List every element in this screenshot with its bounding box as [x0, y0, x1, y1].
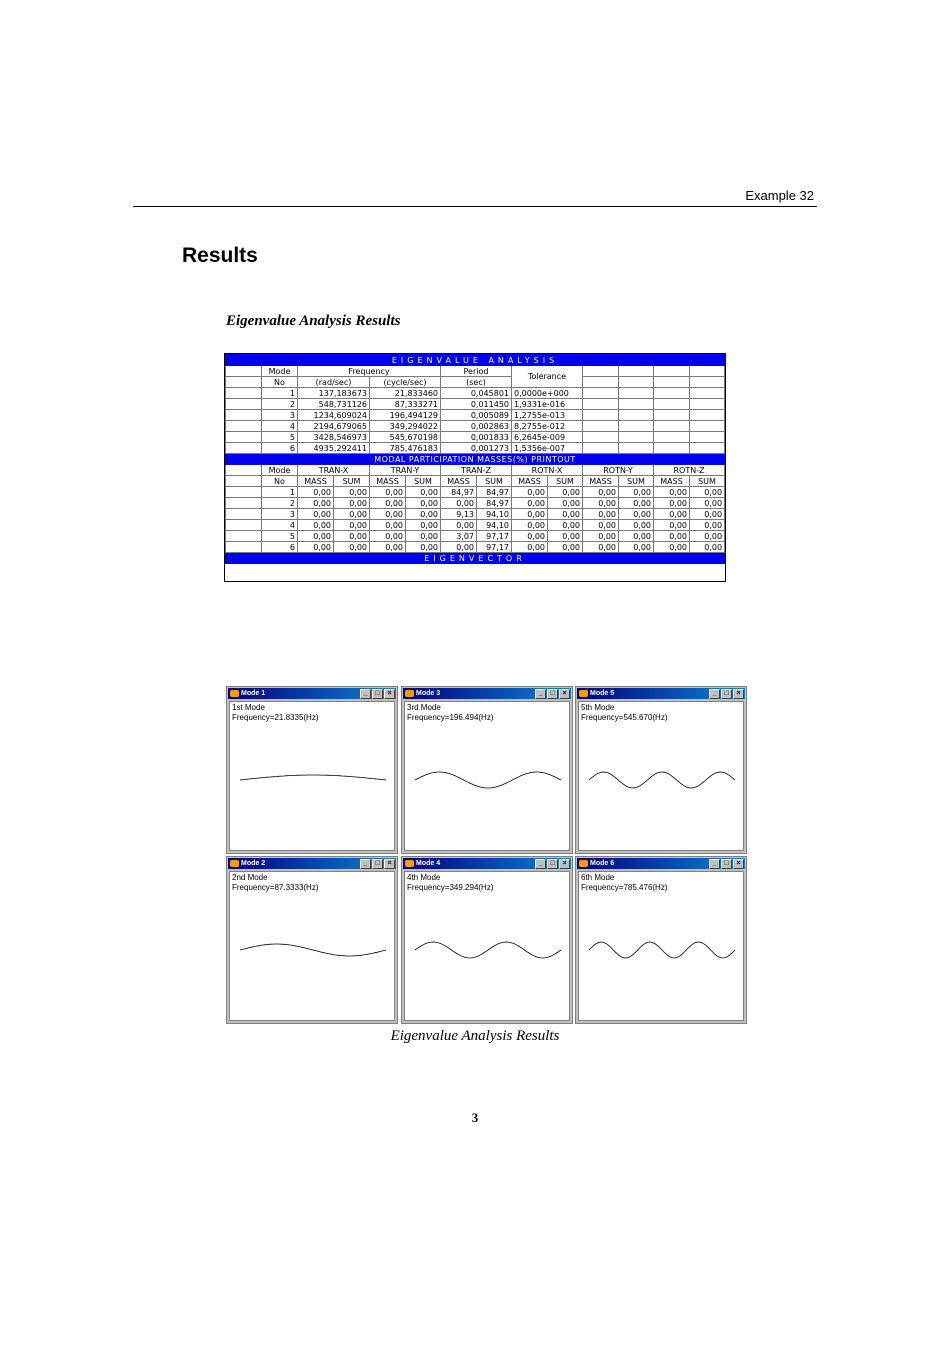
band-eigenvalue-analysis: EIGENVALUE ANALYSIS — [226, 355, 725, 366]
participation-value: 0,00 — [654, 487, 690, 498]
participation-value: 9,13 — [441, 509, 477, 520]
participation-value: 0,00 — [619, 487, 654, 498]
mode-shape-curve — [589, 942, 735, 958]
maximize-icon[interactable]: □ — [721, 689, 732, 699]
blank-cell — [226, 531, 262, 542]
participation-value: 0,00 — [370, 487, 406, 498]
mode-number: 6 — [262, 443, 298, 454]
participation-value: 0,00 — [619, 498, 654, 509]
participation-value: 0,00 — [406, 498, 441, 509]
participation-value: 0,00 — [406, 531, 441, 542]
mode-shape-curve — [415, 772, 561, 788]
blank-cell — [690, 410, 725, 421]
participation-value: 97,17 — [477, 542, 512, 553]
frequency-rad: 548,731126 — [298, 399, 370, 410]
maximize-icon[interactable]: □ — [547, 859, 558, 869]
participation-value: 0,00 — [334, 531, 370, 542]
mode-number: 2 — [262, 399, 298, 410]
close-icon[interactable]: × — [733, 859, 744, 869]
participation-value: 0,00 — [548, 542, 583, 553]
participation-value: 0,00 — [334, 487, 370, 498]
header-mode: Mode — [262, 465, 298, 476]
header-rule — [133, 206, 817, 207]
mode-window[interactable] — [575, 686, 747, 854]
header-cycle-sec: (cycle/sec) — [370, 377, 441, 388]
window-title: Mode 6 — [590, 860, 615, 867]
blank-cell — [583, 377, 619, 388]
mode-number: 1 — [262, 388, 298, 399]
window-titlebar[interactable] — [228, 688, 396, 699]
participation-value: 0,00 — [690, 520, 725, 531]
app-logo-icon — [230, 690, 239, 697]
mode-shape-curve — [589, 772, 735, 788]
blank-cell — [654, 421, 690, 432]
mode-plot-area — [229, 871, 395, 1021]
participation-value: 0,00 — [406, 520, 441, 531]
blank-cell — [690, 399, 725, 410]
frequency-rad: 3428,546973 — [298, 432, 370, 443]
tolerance-value: 8,2755e-012 — [512, 421, 583, 432]
participation-value: 0,00 — [654, 520, 690, 531]
participation-value: 0,00 — [583, 531, 619, 542]
eigen-row — [226, 432, 725, 443]
blank-cell — [226, 388, 262, 399]
participation-value: 0,00 — [690, 542, 725, 553]
participation-value: 3,07 — [441, 531, 477, 542]
participation-value: 0,00 — [512, 531, 548, 542]
frequency-cycle: 196,494129 — [370, 410, 441, 421]
participation-value: 0,00 — [619, 509, 654, 520]
participation-value: 0,00 — [548, 520, 583, 531]
blank-cell — [654, 388, 690, 399]
maximize-icon[interactable]: □ — [721, 859, 732, 869]
mode-number: 3 — [262, 410, 298, 421]
participation-value: 0,00 — [583, 542, 619, 553]
mode-frequency: Frequency=545.670(Hz) — [581, 713, 668, 722]
participation-value: 0,00 — [512, 487, 548, 498]
participation-value: 84,97 — [441, 487, 477, 498]
header-mass: MASS — [583, 476, 619, 487]
modal-row — [226, 542, 725, 553]
period-value: 0,045801 — [441, 388, 512, 399]
header-rotn-z: ROTN-Z — [654, 465, 725, 476]
mode-window[interactable] — [226, 686, 398, 854]
participation-value: 0,00 — [512, 509, 548, 520]
mode-plot-area — [404, 701, 570, 851]
mode-number: 6 — [262, 542, 298, 553]
mode-frequency: Frequency=21.8335(Hz) — [232, 713, 319, 722]
band-eigenvector: EIGENVECTOR — [226, 553, 725, 564]
period-value: 0,005089 — [441, 410, 512, 421]
blank-cell — [690, 421, 725, 432]
participation-value: 0,00 — [512, 498, 548, 509]
period-value: 0,001273 — [441, 443, 512, 454]
window-titlebar[interactable] — [228, 858, 396, 869]
mode-shape-plot — [230, 872, 396, 1022]
app-logo-icon — [579, 690, 588, 697]
mode-shape-plot — [405, 702, 571, 852]
tolerance-value: 6,2645e-009 — [512, 432, 583, 443]
blank-cell — [583, 366, 619, 377]
participation-value: 84,97 — [477, 498, 512, 509]
mode-number: 1 — [262, 487, 298, 498]
participation-value: 0,00 — [441, 520, 477, 531]
close-icon[interactable]: × — [384, 689, 395, 699]
blank-cell — [654, 399, 690, 410]
period-value: 0,002863 — [441, 421, 512, 432]
blank-cell — [619, 410, 654, 421]
frequency-cycle: 785,476183 — [370, 443, 441, 454]
participation-value: 0,00 — [298, 531, 334, 542]
modal-row — [226, 509, 725, 520]
blank-cell — [690, 388, 725, 399]
header-rad-sec: (rad/sec) — [298, 377, 370, 388]
mode-number: 5 — [262, 432, 298, 443]
band-modal-participation: MODAL PARTICIPATION MASSES(%) PRINTOUT — [226, 454, 725, 465]
participation-value: 0,00 — [441, 542, 477, 553]
header-no: No — [262, 476, 298, 487]
blank-cell — [226, 432, 262, 443]
window-titlebar[interactable] — [577, 858, 745, 869]
participation-value: 0,00 — [548, 531, 583, 542]
tolerance-value: 1,2755e-013 — [512, 410, 583, 421]
mode-plot-area — [229, 701, 395, 851]
blank-cell — [619, 399, 654, 410]
participation-value: 0,00 — [334, 509, 370, 520]
header-sum: SUM — [406, 476, 441, 487]
mode-label: 1st Mode — [232, 703, 265, 712]
minimize-icon[interactable]: _ — [709, 859, 720, 869]
header-period: Period — [441, 366, 512, 377]
blank-cell — [619, 366, 654, 377]
modal-row — [226, 487, 725, 498]
minimize-icon[interactable]: _ — [709, 689, 720, 699]
header-tolerance: Tolerance — [512, 366, 583, 388]
blank-cell — [690, 432, 725, 443]
eigenvalue-table — [225, 354, 725, 564]
app-logo-icon — [579, 860, 588, 867]
frequency-cycle: 545,670198 — [370, 432, 441, 443]
participation-value: 0,00 — [406, 487, 441, 498]
header-mass: MASS — [298, 476, 334, 487]
frequency-rad: 137,183673 — [298, 388, 370, 399]
frequency-cycle: 349,294022 — [370, 421, 441, 432]
maximize-icon[interactable]: □ — [372, 689, 383, 699]
mode-shape-plot — [579, 872, 745, 1022]
band-row-eigenvalue — [226, 355, 725, 366]
blank-cell — [226, 509, 262, 520]
participation-value: 0,00 — [370, 498, 406, 509]
participation-value: 0,00 — [512, 542, 548, 553]
mode-frequency: Frequency=349.294(Hz) — [407, 883, 494, 892]
header-sec: (sec) — [441, 377, 512, 388]
window-titlebar[interactable] — [403, 858, 571, 869]
participation-value: 0,00 — [334, 498, 370, 509]
blank-cell — [690, 443, 725, 454]
minimize-icon[interactable]: _ — [360, 859, 371, 869]
participation-value: 0,00 — [406, 542, 441, 553]
mode-window[interactable] — [575, 856, 747, 1024]
participation-value: 0,00 — [548, 487, 583, 498]
mode-shape-plot — [230, 702, 396, 852]
mode-plot-area — [578, 701, 744, 851]
eigen-row — [226, 410, 725, 421]
participation-value: 0,00 — [690, 509, 725, 520]
mode-window[interactable] — [401, 686, 573, 854]
blank-cell — [619, 432, 654, 443]
participation-value: 0,00 — [334, 520, 370, 531]
participation-value: 0,00 — [548, 498, 583, 509]
participation-value: 0,00 — [298, 542, 334, 553]
blank-cell — [226, 366, 262, 377]
blank-cell — [226, 377, 262, 388]
participation-value: 84,97 — [477, 487, 512, 498]
subsection-title: Eigenvalue Analysis Results — [226, 313, 401, 329]
blank-cell — [226, 465, 262, 476]
period-value: 0,001833 — [441, 432, 512, 443]
tolerance-value: 1,9331e-016 — [512, 399, 583, 410]
blank-cell — [619, 443, 654, 454]
participation-value: 0,00 — [654, 498, 690, 509]
participation-value: 0,00 — [583, 509, 619, 520]
tolerance-value: 0,0000e+000 — [512, 388, 583, 399]
blank-cell — [226, 487, 262, 498]
close-icon[interactable]: × — [384, 859, 395, 869]
eigen-header-row-2 — [226, 377, 725, 388]
close-icon[interactable]: × — [559, 689, 570, 699]
participation-value: 0,00 — [583, 520, 619, 531]
mode-plot-area — [578, 871, 744, 1021]
mode-number: 2 — [262, 498, 298, 509]
modal-row — [226, 531, 725, 542]
header-tran-z: TRAN-Z — [441, 465, 512, 476]
participation-value: 0,00 — [370, 531, 406, 542]
mode-label: 6th Mode — [581, 873, 615, 882]
mode-shape-curve — [415, 942, 561, 958]
close-icon[interactable]: × — [559, 859, 570, 869]
blank-cell — [654, 432, 690, 443]
minimize-icon[interactable]: _ — [535, 689, 546, 699]
blank-cell — [226, 410, 262, 421]
mode-number: 5 — [262, 531, 298, 542]
running-header: Example 32 — [745, 188, 814, 203]
blank-cell — [226, 520, 262, 531]
header-frequency: Frequency — [298, 366, 441, 377]
minimize-icon[interactable]: _ — [360, 689, 371, 699]
blank-cell — [619, 377, 654, 388]
participation-value: 0,00 — [583, 487, 619, 498]
close-icon[interactable]: × — [733, 689, 744, 699]
blank-cell — [583, 432, 619, 443]
mode-number: 3 — [262, 509, 298, 520]
participation-value: 0,00 — [298, 520, 334, 531]
participation-value: 0,00 — [334, 542, 370, 553]
frequency-cycle: 21,833460 — [370, 388, 441, 399]
mode-shape-plot — [579, 702, 745, 852]
mode-label: 2nd Mode — [232, 873, 268, 882]
eigen-row — [226, 443, 725, 454]
participation-value: 0,00 — [512, 520, 548, 531]
blank-cell — [226, 542, 262, 553]
period-value: 0,011450 — [441, 399, 512, 410]
mode-number: 4 — [262, 421, 298, 432]
header-mass: MASS — [654, 476, 690, 487]
mode-label: 3rd Mode — [407, 703, 441, 712]
header-mass: MASS — [512, 476, 548, 487]
participation-value: 0,00 — [619, 531, 654, 542]
mode-window[interactable] — [226, 856, 398, 1024]
blank-cell — [226, 399, 262, 410]
mode-frequency: Frequency=785.476(Hz) — [581, 883, 668, 892]
header-mass: MASS — [370, 476, 406, 487]
blank-cell — [226, 421, 262, 432]
frequency-cycle: 87,333271 — [370, 399, 441, 410]
participation-value: 0,00 — [619, 542, 654, 553]
mode-label: 4th Mode — [407, 873, 441, 882]
blank-cell — [619, 421, 654, 432]
participation-value: 0,00 — [406, 509, 441, 520]
blank-cell — [690, 366, 725, 377]
mode-shape-plot — [405, 872, 571, 1022]
window-title: Mode 3 — [416, 690, 441, 697]
blank-cell — [583, 388, 619, 399]
header-mode: Mode — [262, 366, 298, 377]
section-title: Results — [182, 244, 258, 267]
blank-cell — [583, 421, 619, 432]
window-title: Mode 1 — [241, 690, 266, 697]
participation-value: 0,00 — [690, 531, 725, 542]
blank-cell — [654, 377, 690, 388]
eigen-row — [226, 399, 725, 410]
blank-cell — [583, 399, 619, 410]
page-number: 3 — [471, 1110, 479, 1125]
eigen-row — [226, 421, 725, 432]
blank-cell — [226, 498, 262, 509]
header-mass: MASS — [441, 476, 477, 487]
band-row-modal — [226, 454, 725, 465]
participation-value: 0,00 — [370, 520, 406, 531]
participation-value: 0,00 — [690, 498, 725, 509]
header-rotn-y: ROTN-Y — [583, 465, 654, 476]
figure-caption: Eigenvalue Analysis Results — [390, 1028, 560, 1044]
blank-cell — [583, 443, 619, 454]
modal-header-row-2 — [226, 476, 725, 487]
participation-value: 0,00 — [583, 498, 619, 509]
blank-cell — [619, 388, 654, 399]
participation-value: 0,00 — [548, 509, 583, 520]
window-titlebar[interactable] — [577, 688, 745, 699]
frequency-rad: 4935,292411 — [298, 443, 370, 454]
mode-window[interactable] — [401, 856, 573, 1024]
modal-header-row-1 — [226, 465, 725, 476]
band-row-eigenvector — [226, 553, 725, 564]
participation-value: 0,00 — [654, 531, 690, 542]
header-rotn-x: ROTN-X — [512, 465, 583, 476]
app-logo-icon — [405, 690, 414, 697]
mode-label: 5th Mode — [581, 703, 615, 712]
participation-value: 0,00 — [654, 542, 690, 553]
header-tran-y: TRAN-Y — [370, 465, 441, 476]
participation-value: 0,00 — [441, 498, 477, 509]
participation-value: 0,00 — [619, 520, 654, 531]
minimize-icon[interactable]: _ — [535, 859, 546, 869]
mode-shape-curve — [240, 944, 386, 956]
app-logo-icon — [405, 860, 414, 867]
blank-cell — [226, 443, 262, 454]
mode-number: 4 — [262, 520, 298, 531]
mode-frequency: Frequency=196.494(Hz) — [407, 713, 494, 722]
tolerance-value: 1,5356e-007 — [512, 443, 583, 454]
window-title: Mode 5 — [590, 690, 615, 697]
header-sum: SUM — [334, 476, 370, 487]
modal-row — [226, 520, 725, 531]
blank-cell — [654, 410, 690, 421]
participation-value: 94,10 — [477, 520, 512, 531]
window-title: Mode 4 — [416, 860, 441, 867]
eigenvalue-table-window — [224, 353, 726, 582]
header-sum: SUM — [548, 476, 583, 487]
mode-shape-curve — [240, 775, 386, 780]
participation-value: 0,00 — [298, 498, 334, 509]
mode-plot-area — [404, 871, 570, 1021]
header-sum: SUM — [690, 476, 725, 487]
eigen-row — [226, 388, 725, 399]
window-titlebar[interactable] — [403, 688, 571, 699]
participation-value: 0,00 — [298, 509, 334, 520]
modal-row — [226, 498, 725, 509]
app-logo-icon — [230, 860, 239, 867]
participation-value: 97,17 — [477, 531, 512, 542]
blank-cell — [226, 476, 262, 487]
header-no: No — [262, 377, 298, 388]
frequency-rad: 1234,609024 — [298, 410, 370, 421]
blank-cell — [690, 377, 725, 388]
eigen-header-row-1 — [226, 366, 725, 377]
header-sum: SUM — [619, 476, 654, 487]
blank-cell — [654, 443, 690, 454]
maximize-icon[interactable]: □ — [547, 689, 558, 699]
participation-value: 0,00 — [370, 542, 406, 553]
participation-value: 0,00 — [298, 487, 334, 498]
participation-value: 0,00 — [370, 509, 406, 520]
mode-frequency: Frequency=87.3333(Hz) — [232, 883, 319, 892]
header-sum: SUM — [477, 476, 512, 487]
frequency-rad: 2194,679065 — [298, 421, 370, 432]
blank-cell — [654, 366, 690, 377]
maximize-icon[interactable]: □ — [372, 859, 383, 869]
window-title: Mode 2 — [241, 860, 266, 867]
header-tran-x: TRAN-X — [298, 465, 370, 476]
participation-value: 0,00 — [690, 487, 725, 498]
blank-cell — [583, 410, 619, 421]
participation-value: 94,10 — [477, 509, 512, 520]
participation-value: 0,00 — [654, 509, 690, 520]
